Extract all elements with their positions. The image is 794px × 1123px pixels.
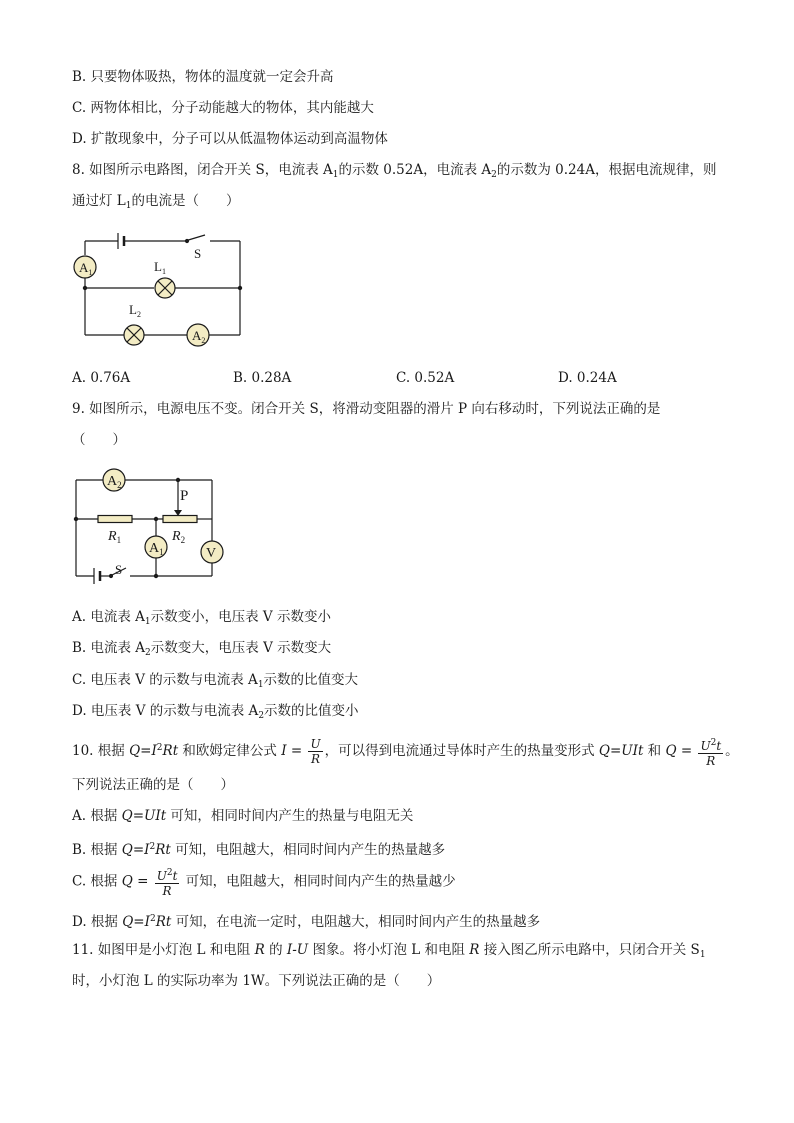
q9-option-c[interactable]: C. 电压表 V 的示数与电流表 $A_1$示数的比值变大: [72, 672, 359, 690]
q8-switch-s-label: S: [194, 246, 202, 261]
q8-circuit-diagram: [70, 225, 250, 355]
q9-option-d[interactable]: D. 电压表 V 的示数与电流表 $A_2$示数的比值变小: [72, 703, 359, 721]
q9-ammeter-a1-label: $A_1$: [149, 541, 164, 557]
q9-option-b[interactable]: B. 电流表 $A_2$示数变大，电压表 V 示数变大: [72, 640, 332, 658]
q10-stem-line2: 下列说法正确的是（ ）: [72, 777, 234, 793]
q9-resistor-r2-label: $R_2$: [172, 529, 186, 545]
q10-stem-line1: 10. 根据 $Q=I^2Rt$ 和欧姆定律公式 I = $\frac{U}{R}$ ，可以得到电流通过导体时产生的热量变形式 Q=UIt 和 Q = $\frac{U^2t}{R}$ 。: [72, 737, 739, 768]
q7-option-c-text: C. 两物体相比，分子动能越大的物体，其内能越大: [72, 100, 374, 116]
q9-stem-line2: （ ）: [72, 432, 126, 448]
q10-option-b[interactable]: B. 根据 $Q=I^2Rt$ 可知，电阻越大，相同时间内产生的热量越多: [72, 842, 446, 858]
q10-option-d[interactable]: D. 根据 $Q=I^2Rt$ 可知，在电流一定时，电阻越大，相同时间内产生的热量越多: [72, 914, 541, 930]
q8-stem-line2: 通过灯 $L_1$的电流是（ ）: [72, 193, 240, 211]
q9-option-a[interactable]: A. 电流表 $A_1$示数变小，电压表 V 示数变小: [72, 609, 331, 627]
q8-stem-line1: 8. 如图所示电路图，闭合开关 S，电流表 $A_1$的示数 0.52A，电流表 $A_2$的示数为 0.24A，根据电流规律，则: [72, 162, 717, 180]
q8-ammeter-a1-label: $A_1$: [79, 260, 93, 277]
q8-lamp-l1-label: $L_1$: [154, 259, 166, 276]
q10-ohm-fraction: $\frac{U}{R}$: [310, 737, 321, 766]
q8-option-b[interactable]: B. 0.28A: [233, 370, 292, 386]
q10-option-a[interactable]: A. 根据 Q=UIt 可知，相同时间内产生的热量与电阻无关: [72, 808, 414, 824]
q7-option-d-text: D. 扩散现象中，分子可以从低温物体运动到高温物体: [72, 131, 388, 147]
q9-stem-line1: 9. 如图所示，电源电压不变。闭合开关 S，将滑动变阻器的滑片 P 向右移动时，下列说法正确的是: [72, 401, 661, 417]
q7-option-c[interactable]: [72, 98, 374, 118]
q11-stem-line1: 11. 如图甲是小灯泡 L 和电阻 R 的 I-U 图象。将小灯泡 L 和电阻 R 接入图乙所示电路中，只闭合开关 $S_1$: [72, 942, 706, 960]
q8-option-a[interactable]: A. 0.76A: [72, 370, 131, 386]
q9-resistor-r1-label: $R_1$: [108, 529, 122, 545]
q8-option-c[interactable]: C. 0.52A: [396, 370, 455, 386]
q7-option-b-text: B. 只要物体吸热，物体的温度就一定会升高: [72, 69, 334, 85]
q9-ammeter-a2-label: $A_2$: [107, 474, 122, 490]
q9-voltmeter-label: V: [206, 546, 217, 561]
q7-option-d[interactable]: [72, 129, 388, 149]
q7-option-b[interactable]: [72, 67, 334, 87]
q10-option-c-fraction: $\frac{U^2t}{R}$: [156, 868, 178, 898]
q9-switch-s-label: S: [115, 562, 123, 577]
q10-option-c[interactable]: C. 根据 Q = $\frac{U^2t}{R}$ 可知，电阻越大，相同时间内产生的热量越少: [72, 868, 456, 898]
q8-ammeter-a2-label: $A_2$: [192, 328, 206, 345]
q10-u2t-fraction: $\frac{U^2t}{R}$: [700, 737, 722, 768]
q8-option-d[interactable]: D. 0.24A: [558, 370, 617, 386]
q11-stem-line2: 时，小灯泡 L 的实际功率为 1W。下列说法正确的是（ ）: [72, 973, 441, 989]
q9-slider-p-label: P: [180, 488, 189, 504]
q9-circuit-diagram: [70, 464, 240, 586]
q8-lamp-l2-label: $L_2$: [129, 302, 141, 319]
